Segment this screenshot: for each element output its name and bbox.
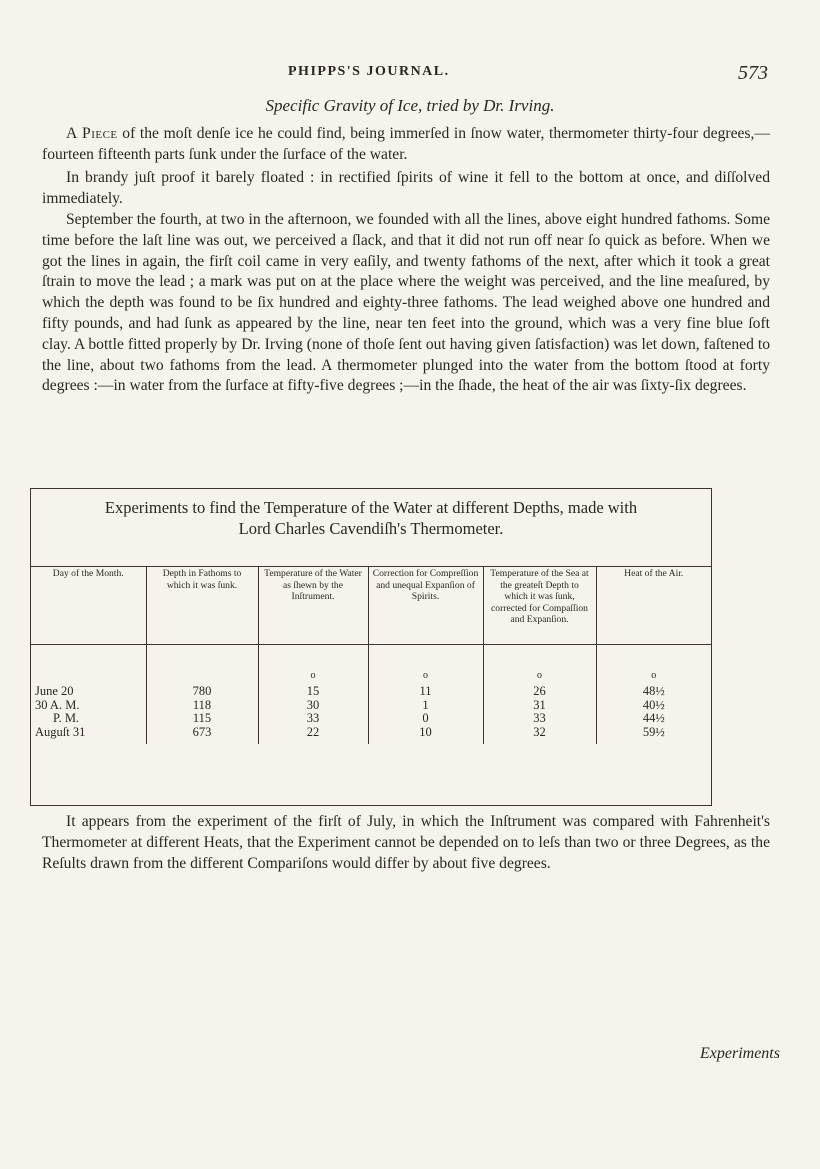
cell-corrected-temperature: 33 [483, 712, 596, 726]
paragraph-conclusion: It appears from the experiment of the firſt of July, in which the Inſtrument was compared with Fahrenheit's Thermometer at different Heats, that the Experiment cannot be depended on to leſs than two or three Degrees, as the Reſults drawn from the different Compariſons would differ by about five degrees. [42, 813, 770, 872]
column-header: Day of the Month. [31, 567, 146, 645]
running-title: PHIPPS'S JOURNAL. [288, 64, 450, 79]
cell-temperature: 15 [258, 685, 368, 699]
degree-mark: o [258, 645, 368, 686]
column-header: Correction for Compreſſion and unequal Expanſion of Spirits. [368, 567, 483, 645]
column-header: Temperature of the Sea at the greateſt Depth to which it was ſunk, corrected for Compaſſion and Expanſion. [483, 567, 596, 645]
paragraph-brandy: In brandy juſt proof it barely floated : in rectified ſpirits of wine it fell to the bottom at once, and diſſolved immediately. [42, 169, 770, 207]
cell-air-heat: 44½ [596, 712, 711, 726]
cell-correction: 1 [368, 699, 483, 713]
column-header: Temperature of the Water as ſhewn by the Inſtrument. [258, 567, 368, 645]
table-row [31, 712, 711, 726]
cell-day: P. M. [53, 711, 80, 725]
cell-temperature: 33 [258, 712, 368, 726]
cell-corrected-temperature: 31 [483, 699, 596, 713]
degree-mark: o [483, 645, 596, 686]
degree-mark: o [596, 645, 711, 686]
cell-temperature: 22 [258, 726, 368, 744]
cell-corrected-temperature: 32 [483, 726, 596, 744]
section-heading: Specific Gravity of Ice, tried by Dr. Irving. [265, 96, 555, 115]
cell-correction: 11 [368, 685, 483, 699]
table-header-row [31, 567, 711, 645]
paragraph-text: of the moſt denſe ice he could find, being immerſed in ſnow water, thermometer thirty-four degrees,—fourteen fifteenth parts ſunk under the ſurface of the water. [42, 125, 770, 163]
cell-corrected-temperature: 26 [483, 685, 596, 699]
table-title [31, 497, 711, 539]
table-row [31, 726, 711, 744]
cell-depth: 118 [146, 699, 258, 713]
column-header: Depth in Fathoms to which it was ſunk. [146, 567, 258, 645]
page-number: 573 [738, 62, 768, 84]
experiments-table [31, 566, 711, 744]
cell-depth: 673 [146, 726, 258, 744]
paragraph-sounding: September the fourth, at two in the afternoon, we founded with all the lines, above eight hundred fathoms. Some time before the laſt line was out, we perceived a ſlack, and that it did not run off near ſo quick as before. When we got the lines in again, the firſt coil came in very eaſily, and twenty fathoms of the next, after which it took a great ſtrain to move the lead ; a mark was put on at the place where the weight was perceived, and the line meaſured, by which the depth was found to be ſix hundred and eighty-three fathoms. The lead weighed above one hundred and fifty pounds, and had ſunk as appeared by the line, near ten feet into the ground, which was a very fine blue ſoft clay. A bottle fitted properly by Dr. Irving (none of thoſe ſent out having given ſatisfaction) was let down, faſtened to the line, about two fathoms from the lead. A thermometer plunged into the water from the bottom ſtood at forty degrees :—in water from the ſurface at fifty-five degrees ;—in the ſhade, the heat of the air was ſixty-ſix degrees. [42, 211, 770, 395]
cell-correction: 0 [368, 712, 483, 726]
paragraph-lead-words: A Piece [66, 125, 118, 142]
degree-marker-row [31, 645, 711, 686]
cell-depth: 115 [146, 712, 258, 726]
cell-day: 30 A. M. [35, 697, 80, 712]
cell-air-heat: 59½ [596, 726, 711, 744]
catchword: Experiments [700, 1045, 780, 1062]
cell-temperature: 30 [258, 699, 368, 713]
table-title-line: Lord Charles Cavendiſh's Thermometer. [238, 519, 504, 538]
table-row [31, 699, 711, 713]
running-head [0, 62, 820, 86]
cell-day: Auguſt 31 [35, 724, 86, 739]
column-header: Heat of the Air. [596, 567, 711, 645]
experiments-table-box [30, 488, 712, 806]
cell-correction: 10 [368, 726, 483, 744]
cell-air-heat: 40½ [596, 699, 711, 713]
degree-cell [31, 645, 146, 686]
cell-air-heat: 48½ [596, 685, 711, 699]
cell-depth: 780 [146, 685, 258, 699]
table-title-line: Experiments to find the Temperature of the Water at different Depths, made with [104, 498, 638, 517]
degree-cell [146, 645, 258, 686]
table-row [31, 685, 711, 699]
degree-mark: o [368, 645, 483, 686]
paragraph-ice-gravity [42, 124, 770, 166]
cell-day: June 20 [35, 684, 74, 698]
